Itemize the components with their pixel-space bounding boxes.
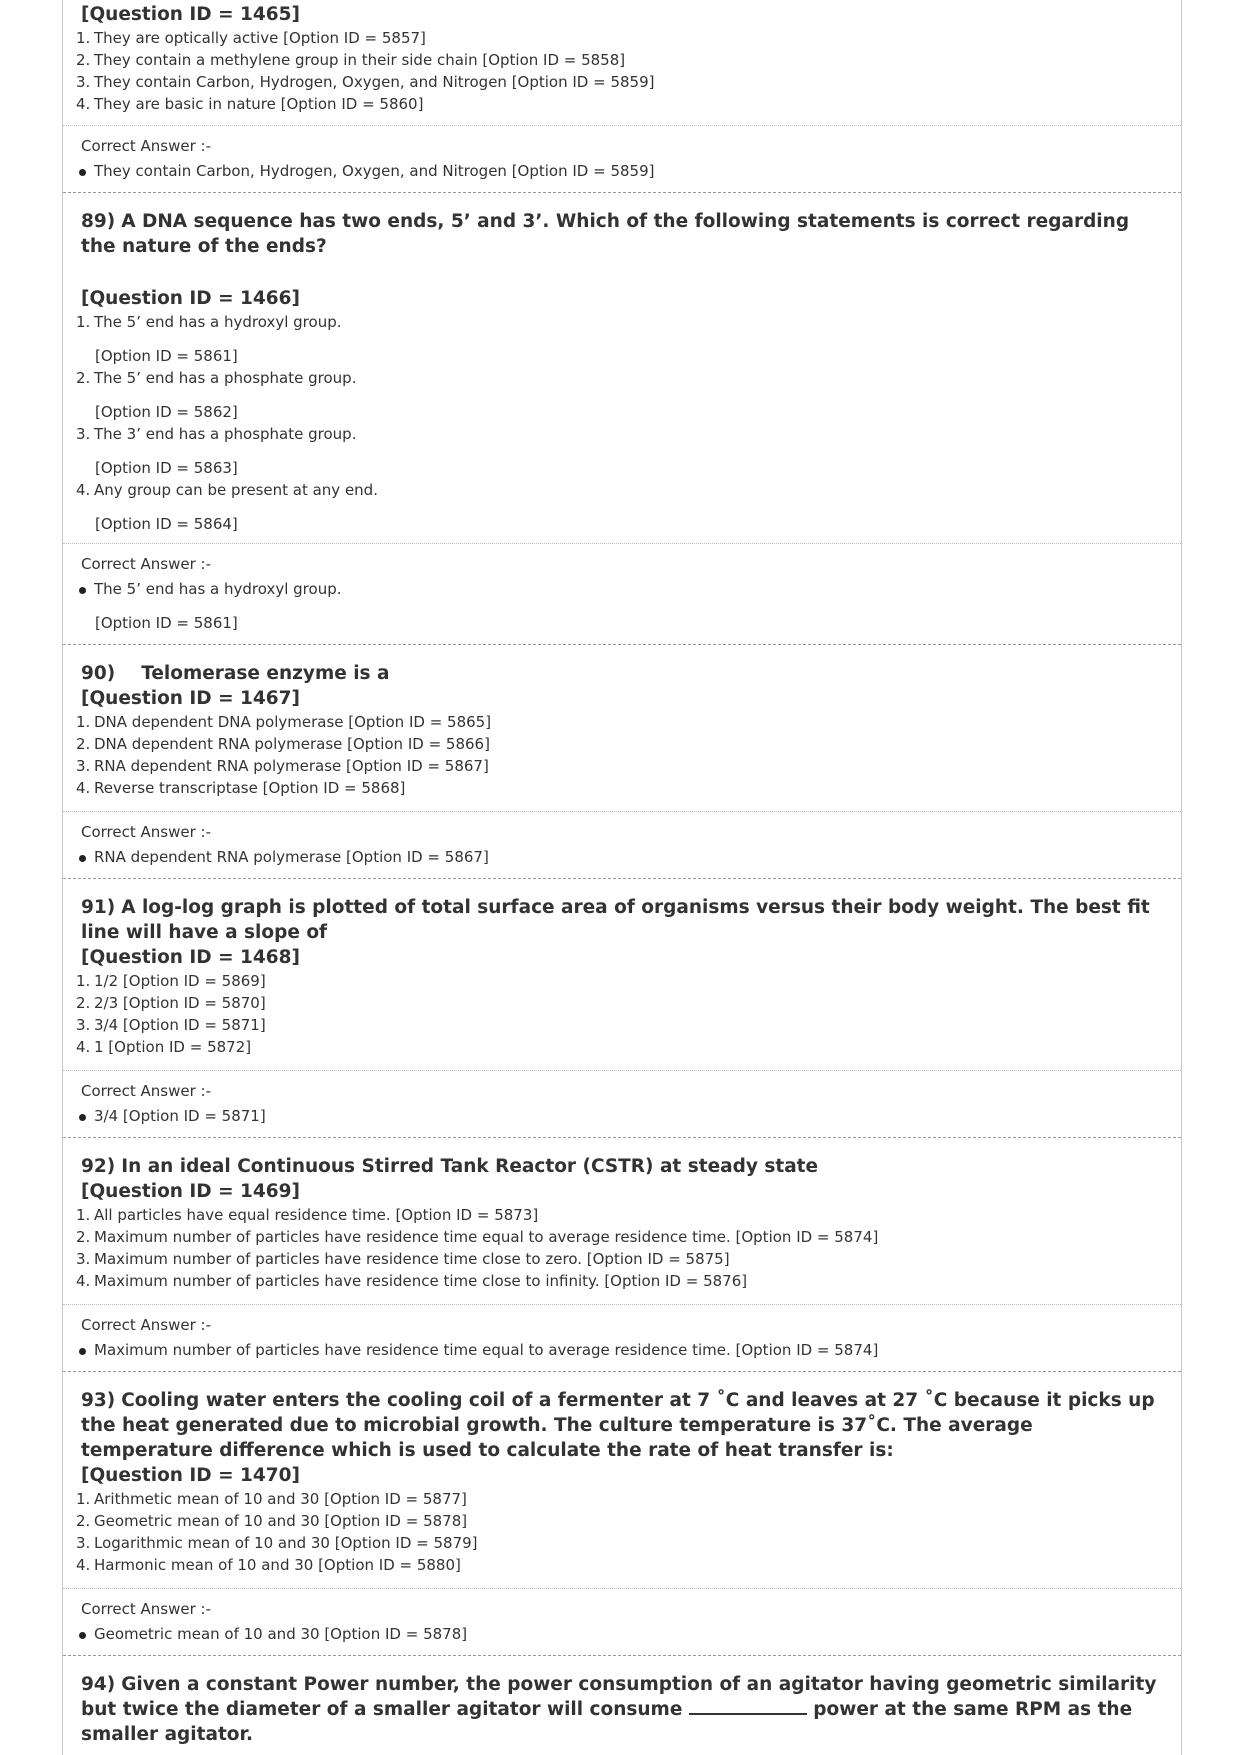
option-4: 4. Reverse transcriptase [Option ID = 5868] <box>76 779 406 797</box>
question-text: 91) A log-log graph is plotted of total surface area of organisms versus their body weight. The best fit line will have a slope of <box>81 897 1150 943</box>
options-list <box>76 1488 1163 1576</box>
option-2: 2. They contain a methylene group in their side chain [Option ID = 5858] <box>76 51 626 69</box>
exam-page <box>62 0 1182 1755</box>
option-4: 4. Harmonic mean of 10 and 30 [Option ID = 5880] <box>76 1556 461 1574</box>
correct-answer-value: RNA dependent RNA polymerase [Option ID = 5867] <box>76 846 1163 868</box>
correct-answer-value: They contain Carbon, Hydrogen, Oxygen, and Nitrogen [Option ID = 5859] <box>76 160 1163 182</box>
correct-answer <box>63 812 1181 878</box>
option-1: 1. All particles have equal residence time. [Option ID = 5873] <box>76 1206 539 1224</box>
question-id: [Question ID = 1465] <box>81 4 300 25</box>
option-1: 1. DNA dependent DNA polymerase [Option ID = 5865] <box>76 713 492 731</box>
correct-answer-value: Geometric mean of 10 and 30 [Option ID = 5878] <box>76 1623 1163 1645</box>
question-88 <box>63 0 1181 115</box>
options-list <box>76 970 1163 1058</box>
question-94 <box>63 1656 1181 1747</box>
option-4: 4. 1 [Option ID = 5872] <box>76 1038 252 1056</box>
option-2: 2. Geometric mean of 10 and 30 [Option ID = 5878] <box>76 1512 468 1530</box>
options-list <box>76 711 1163 799</box>
correct-answer <box>63 1589 1181 1655</box>
option-4: 4. Any group can be present at any end. [Option ID = 5864] <box>76 481 378 533</box>
option-2: 2. DNA dependent RNA polymerase [Option ID = 5866] <box>76 735 490 753</box>
question-text: 94) Given a constant Power number, the power consumption of an agitator having geometric similarity but twice the diameter of a smaller agitator will consume power at the same RPM as the smaller agitator. <box>81 1674 1157 1745</box>
option-2: 2. The 5’ end has a phosphate group. [Option ID = 5862] <box>76 369 357 421</box>
question-id: [Question ID = 1469] <box>81 1181 300 1202</box>
correct-answer-label: Correct Answer :- <box>81 1600 211 1618</box>
question-91 <box>63 879 1181 1058</box>
option-2: 2. Maximum number of particles have residence time equal to average residence time. [Option ID = 5874] <box>76 1228 879 1246</box>
question-93 <box>63 1372 1181 1576</box>
question-text: 90) Telomerase enzyme is a <box>81 663 390 684</box>
question-92 <box>63 1138 1181 1292</box>
option-3: 3. 3/4 [Option ID = 5871] <box>76 1016 266 1034</box>
correct-answer <box>63 544 1181 644</box>
option-2: 2. 2/3 [Option ID = 5870] <box>76 994 266 1012</box>
correct-answer-label: Correct Answer :- <box>81 823 211 841</box>
correct-answer-value: Maximum number of particles have residence time equal to average residence time. [Option ID = 5874] <box>76 1339 1163 1361</box>
option-1: 1. 1/2 [Option ID = 5869] <box>76 972 266 990</box>
correct-answer-label: Correct Answer :- <box>81 555 211 573</box>
question-89 <box>63 193 1181 535</box>
question-id: [Question ID = 1468] <box>81 947 300 968</box>
option-1: 1. Arithmetic mean of 10 and 30 [Option ID = 5877] <box>76 1490 467 1508</box>
question-id: [Question ID = 1467] <box>81 688 300 709</box>
option-3: 3. Logarithmic mean of 10 and 30 [Option ID = 5879] <box>76 1534 478 1552</box>
correct-answer-label: Correct Answer :- <box>81 137 211 155</box>
options-list <box>76 1204 1163 1292</box>
option-3: 3. Maximum number of particles have residence time close to zero. [Option ID = 5875] <box>76 1250 730 1268</box>
correct-answer-value: 3/4 [Option ID = 5871] <box>76 1105 1163 1127</box>
question-text: 92) In an ideal Continuous Stirred Tank Reactor (CSTR) at steady state <box>81 1156 819 1177</box>
correct-answer <box>63 126 1181 192</box>
correct-answer <box>63 1305 1181 1371</box>
option-4: 4. They are basic in nature [Option ID = 5860] <box>76 95 424 113</box>
correct-answer-label: Correct Answer :- <box>81 1082 211 1100</box>
option-1: 1. They are optically active [Option ID = 5857] <box>76 29 426 47</box>
options-list <box>76 27 1163 115</box>
option-3: 3. RNA dependent RNA polymerase [Option ID = 5867] <box>76 757 489 775</box>
option-4: 4. Maximum number of particles have residence time close to infinity. [Option ID = 5876] <box>76 1272 748 1290</box>
question-id: [Question ID = 1466] <box>81 288 300 309</box>
option-3: 3. They contain Carbon, Hydrogen, Oxygen, and Nitrogen [Option ID = 5859] <box>76 73 655 91</box>
question-90 <box>63 645 1181 799</box>
correct-answer <box>63 1071 1181 1137</box>
correct-answer-label: Correct Answer :- <box>81 1316 211 1334</box>
answer-blank <box>689 1699 807 1715</box>
question-text: 89) A DNA sequence has two ends, 5’ and 3’. Which of the following statements is correct regarding the nature of the ends? <box>81 211 1130 257</box>
option-3: 3. The 3’ end has a phosphate group. [Option ID = 5863] <box>76 425 357 477</box>
question-text: 93) Cooling water enters the cooling coil of a fermenter at 7 ˚C and leaves at 27 ˚C because it picks up the heat generated due to microbial growth. The culture temperature is 37˚C. The average temperature difference which is used to calculate the rate of heat transfer is: <box>81 1390 1155 1461</box>
correct-answer-value: The 5’ end has a hydroxyl group. [Option ID = 5861] <box>76 578 1163 634</box>
question-id: [Question ID = 1470] <box>81 1465 300 1486</box>
options-list <box>76 311 1163 535</box>
option-1: 1. The 5’ end has a hydroxyl group. [Option ID = 5861] <box>76 313 342 365</box>
